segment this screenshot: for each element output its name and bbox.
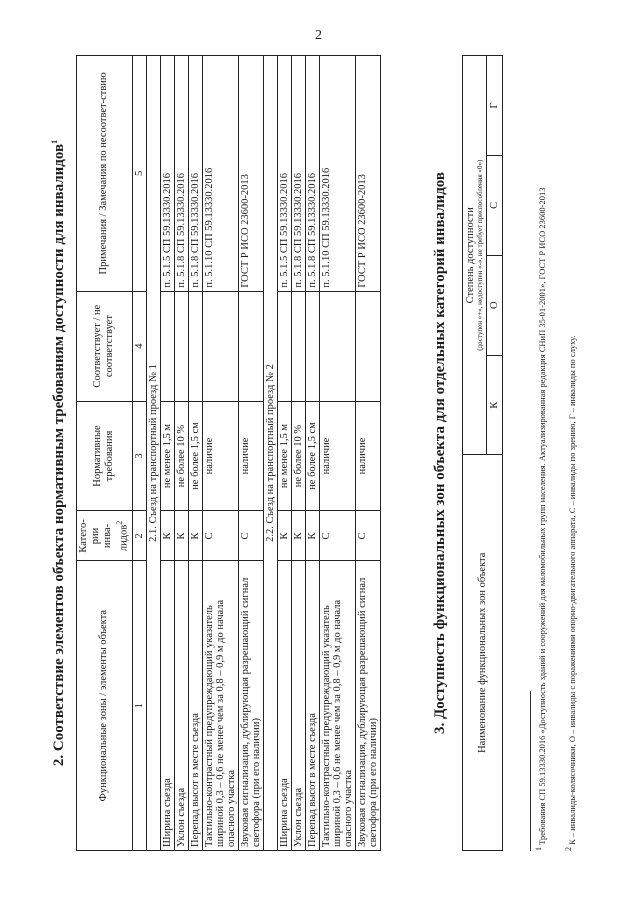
- header-notes: Примечания / Замечания по несоответ-ствию: [77, 55, 133, 291]
- match-cell: [160, 291, 174, 401]
- subsection-heading-row: [146, 55, 160, 850]
- column-number-row: [132, 55, 146, 850]
- note-cell: п. 5.1.10 СП 59.13330.2016: [202, 55, 238, 291]
- header-zones: Функциональные зоны / элементы объекта: [77, 560, 133, 850]
- section-3-title: 3. Доступность функциональных зон объекта для отдельных категорий инвалидов: [432, 171, 448, 734]
- subsection-heading-row: [263, 55, 277, 850]
- table-header-row: [77, 55, 133, 850]
- match-cell: [355, 291, 380, 401]
- category-cell: К: [188, 510, 202, 560]
- degree-legend: (доступен «+», недоступен «-», не требует приспособления «0»): [476, 159, 484, 351]
- category-cell: Г: [487, 55, 503, 155]
- section-2-title: 2. Соответствие элементов объекта нормативным требованиям доступности для инвалидов$^1$: [50, 139, 67, 766]
- match-cell: [291, 291, 305, 401]
- footnote-1: $^1$ Требования СП 59.13330.2016 «Доступность зданий и сооружений для маломобильных групп населения. Актуализированная редакция СНиП 35-01-2001», ГОСТ Р ИСО 23600-2013: [534, 187, 547, 851]
- note-cell: ГОСТ Р ИСО 23600-2013: [355, 55, 380, 291]
- table-row: [355, 55, 380, 850]
- compliance-table: [76, 55, 381, 851]
- category-cell: К: [305, 510, 319, 560]
- element-cell: Тактильно-контрастный предупреждающий указатель шириной 0,3 – 0,6 не менее чем за 0,8 – 0,9 м до начала опасного участка: [202, 560, 238, 850]
- rotated-page-content: [50, 43, 590, 863]
- accessibility-table: [462, 55, 503, 851]
- norm-cell: не более 10 %: [291, 401, 305, 511]
- element-cell: Звуковая сигнализация, дублирующая разрешающий сигнал светофора (при его наличии): [355, 560, 380, 850]
- table-row: [238, 55, 263, 850]
- norm-cell: не более 1,5 см: [188, 401, 202, 511]
- subsection-title: 2.1. Съезд на транспортный проезд № 1: [146, 55, 160, 850]
- table-row: [319, 55, 355, 850]
- match-cell: [202, 291, 238, 401]
- norm-cell: не более 10 %: [174, 401, 188, 511]
- header-degree: [463, 55, 487, 454]
- element-cell: Тактильно-контрастный предупреждающий указатель шириной 0,3 – 0,6 не менее чем за 0,8 – 0,9 м до начала опасного участка: [319, 560, 355, 850]
- element-cell: Перепад высот в месте съезда: [305, 560, 319, 850]
- match-cell: [174, 291, 188, 401]
- table-row: [188, 55, 202, 850]
- degree-title: Степень доступности: [465, 206, 476, 303]
- note-cell: п. 5.1.8 СП 59.13330.2016: [291, 55, 305, 291]
- norm-cell: наличие: [319, 401, 355, 511]
- column-number: 3: [132, 401, 146, 511]
- element-cell: Ширина съезда: [160, 560, 174, 850]
- norm-cell: не менее 1,5 м: [160, 401, 174, 511]
- category-cell: С: [355, 510, 380, 560]
- note-cell: ГОСТ Р ИСО 23600-2013: [238, 55, 263, 291]
- note-cell: п. 5.1.10 СП 59.13330.2016: [319, 55, 355, 291]
- footnote-2: $^2$ К – инвалиды-колясочники, О – инвалиды с поражениями опорно-двигательного аппарата, С – инвалиды по зрению, Г – инвалиды по слуху.: [564, 334, 577, 851]
- table-row: [277, 55, 291, 850]
- table-row: [174, 55, 188, 850]
- category-cell: К: [174, 510, 188, 560]
- category-cell: С: [487, 155, 503, 255]
- category-cell: К: [487, 355, 503, 455]
- match-cell: [319, 291, 355, 401]
- category-cell: К: [291, 510, 305, 560]
- table-row: [160, 55, 174, 850]
- category-cell: К: [160, 510, 174, 560]
- table-row: [202, 55, 238, 850]
- header-category: Катего-рии инва-лидов$^2$: [77, 510, 133, 560]
- subsection-title: 2.2. Съезд на транспортный проезд № 2: [263, 55, 277, 850]
- match-cell: [188, 291, 202, 401]
- column-number: 5: [132, 55, 146, 291]
- note-cell: п. 5.1.8 СП 59.13330.2016: [188, 55, 202, 291]
- element-cell: Уклон съезда: [174, 560, 188, 850]
- footnote-divider: [530, 691, 531, 851]
- element-cell: Ширина съезда: [277, 560, 291, 850]
- match-cell: [277, 291, 291, 401]
- category-cell: С: [238, 510, 263, 560]
- header-match: Соответствует / не соответствует: [77, 291, 133, 401]
- header-norm: Нормативные требования: [77, 401, 133, 511]
- category-cell: К: [277, 510, 291, 560]
- match-cell: [238, 291, 263, 401]
- note-cell: п. 5.1.8 СП 59.13330.2016: [174, 55, 188, 291]
- column-number: 2: [132, 510, 146, 560]
- note-cell: п. 5.1.5 СП 59.13330.2016: [277, 55, 291, 291]
- category-cell: С: [319, 510, 355, 560]
- column-number: 4: [132, 291, 146, 401]
- element-cell: Перепад высот в месте съезда: [188, 560, 202, 850]
- table-row: [305, 55, 319, 850]
- norm-cell: не более 1,5 см: [305, 401, 319, 511]
- table-header-row: [463, 55, 487, 850]
- category-cell: О: [487, 255, 503, 355]
- norm-cell: наличие: [202, 401, 238, 511]
- note-cell: п. 5.1.5 СП 59.13330.2016: [160, 55, 174, 291]
- compliance-table-body: [146, 55, 380, 850]
- match-cell: [305, 291, 319, 401]
- element-cell: Уклон съезда: [291, 560, 305, 850]
- note-cell: п. 5.1.8 СП 59.13330.2016: [305, 55, 319, 291]
- norm-cell: наличие: [355, 401, 380, 511]
- norm-cell: наличие: [238, 401, 263, 511]
- page-number: 2: [315, 28, 322, 43]
- table-row: [291, 55, 305, 850]
- category-cell: С: [202, 510, 238, 560]
- element-cell: Звуковая сигнализация, дублирующая разрешающий сигнал светофора (при его наличии): [238, 560, 263, 850]
- header-zone-name: Наименование функциональных зон объекта: [463, 454, 503, 850]
- column-number: 1: [132, 560, 146, 850]
- norm-cell: не менее 1,5 м: [277, 401, 291, 511]
